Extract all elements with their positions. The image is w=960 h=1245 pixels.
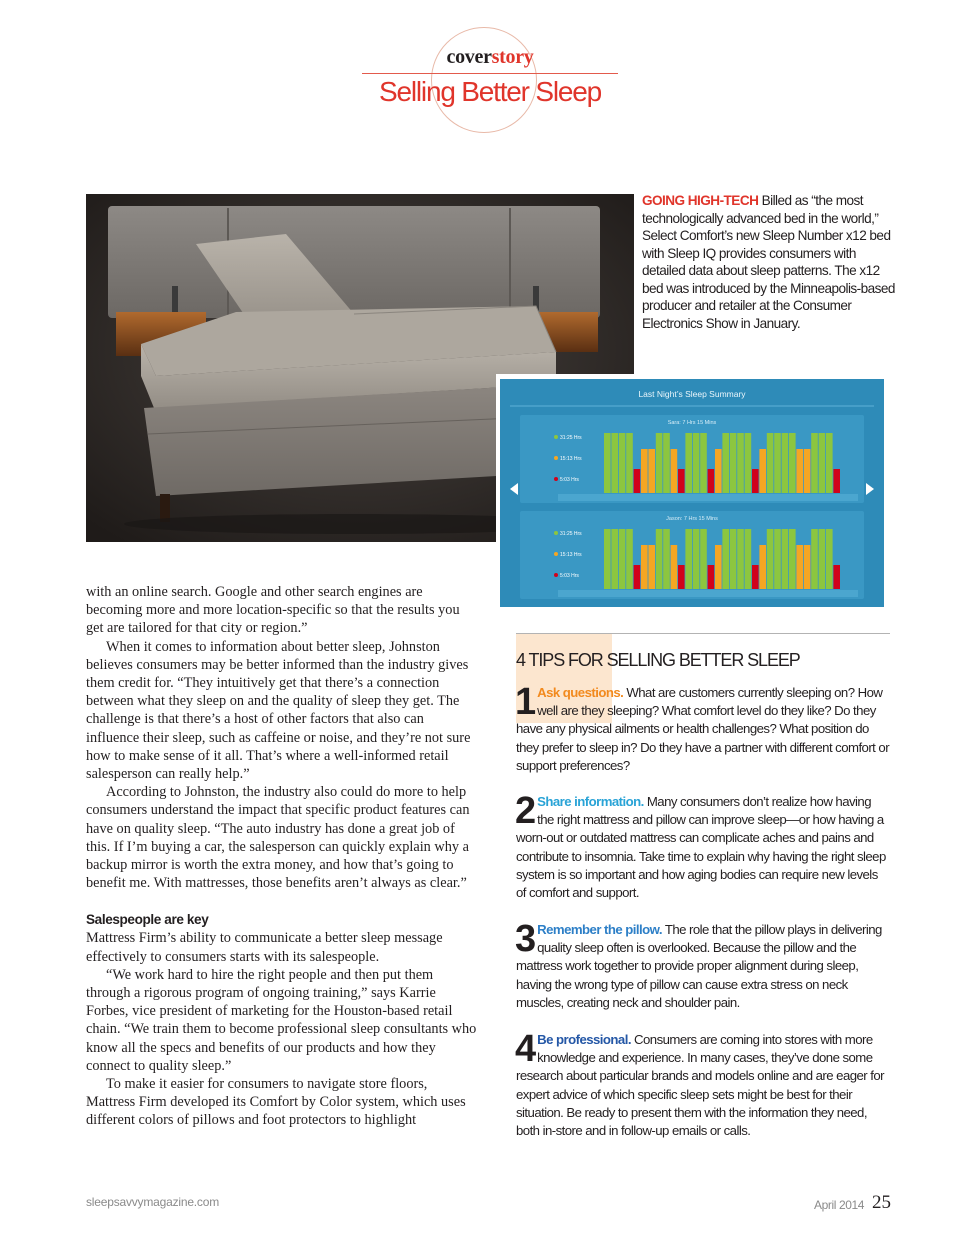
sleep-bar xyxy=(708,565,715,589)
tip-number: 1 xyxy=(515,681,537,723)
sleep-chart-jason xyxy=(520,511,864,599)
sleep-bar xyxy=(804,449,811,493)
sleep-bar xyxy=(671,449,678,493)
tip-text: What are customers currently sleeping on? How well are they sleeping? What comfort level do they like? Do they have any physical ailments or health challenges? What position do they prefer to sleep in? Do they have a partner with different comfort or support preferences? xyxy=(516,685,890,773)
sleep-bar xyxy=(708,469,715,493)
sleep-bar xyxy=(789,433,796,493)
sleep-bar xyxy=(804,545,811,589)
sleep-chart-sara xyxy=(520,415,864,503)
kicker-cover: cover xyxy=(446,46,492,68)
section-kicker xyxy=(362,46,618,69)
sleep-bar xyxy=(752,565,759,589)
sleep-bar xyxy=(722,529,729,589)
sleep-bar xyxy=(685,433,692,493)
chevron-right-icon xyxy=(866,483,874,495)
sleep-summary-screenshot xyxy=(496,374,888,610)
tip-text: Many consumers don’t realize how having the right mattress and pillow can improve sleep—or how having a worn-out or outdated mattress can complicate aches and pains and contribute to insomnia. Take time to explain why having the right sleep system is so important and how aging bodies can require new levels of comfort and support. xyxy=(516,794,886,901)
sleep-bar xyxy=(767,433,774,493)
sleep-bar xyxy=(759,545,766,589)
sleep-bar xyxy=(774,529,781,589)
sleep-bar xyxy=(693,529,700,589)
body-paragraph: When it comes to information about better sleep, Johnston believes consumers may be better informed than the industry gives them credit for. “They intuitively get that there’s a connection between what they sleep on and the quality of sleep they get. The challenge is that there’s a host of other factors that also can influence their sleep, such as caffeine or noise, and they’re not sure how to make sense of it all. That’s where a well-informed retail salesperson can really help.” xyxy=(86,638,471,783)
legend-value: 15:13 Hrs xyxy=(560,552,582,558)
legend-dot xyxy=(554,435,558,439)
tip-item xyxy=(515,681,890,775)
legend-value: 31:25 Hrs xyxy=(560,531,582,537)
tips-title: 4 TIPS FOR SELLING BETTER SLEEP xyxy=(516,650,800,670)
sleep-bar xyxy=(678,565,685,589)
sleep-bar xyxy=(700,433,707,493)
sleep-bar xyxy=(693,433,700,493)
sleep-bar xyxy=(634,469,641,493)
sleep-bar xyxy=(782,529,789,589)
time-axis xyxy=(558,590,858,597)
tip-number: 2 xyxy=(515,790,537,832)
tip-number: 4 xyxy=(515,1028,537,1070)
tips-top-rule xyxy=(516,633,890,634)
sleep-bar xyxy=(604,529,611,589)
tip-item xyxy=(515,1028,890,1140)
tip-item xyxy=(515,790,890,902)
sleep-summary-charts xyxy=(500,379,884,607)
legend-dot xyxy=(554,477,558,481)
sleep-bar xyxy=(774,433,781,493)
section-subhead: Salespeople are key xyxy=(86,912,209,928)
legend-value: 31:25 Hrs xyxy=(560,435,582,441)
legend-value: 15:13 Hrs xyxy=(560,456,582,462)
header-rule xyxy=(362,73,618,74)
sleep-bar xyxy=(796,545,803,589)
sleep-bar xyxy=(819,529,826,589)
photo-caption xyxy=(642,192,898,332)
tip-item xyxy=(515,918,890,1012)
body-paragraph: with an online search. Google and other search engines are becoming more and more location-specific so that the results you get are tailored for that city or region.” xyxy=(86,584,460,637)
sleep-bar xyxy=(611,529,618,589)
sleep-bar xyxy=(811,433,818,493)
page-number: 25 xyxy=(872,1192,891,1213)
sleep-bar xyxy=(715,545,722,589)
sleep-bar xyxy=(641,449,648,493)
sleep-bar xyxy=(626,529,633,589)
sleep-bar xyxy=(745,433,752,493)
sleep-bar xyxy=(811,529,818,589)
sleep-bar xyxy=(685,529,692,589)
sleep-bar xyxy=(737,433,744,493)
article-body xyxy=(86,583,480,1130)
footer-website: sleepsavvymagazine.com xyxy=(86,1195,219,1209)
legend-dot xyxy=(554,531,558,535)
tip-text: Consumers are coming into stores with more knowledge and experience. In many cases, they’ve done some research about particular brands and models online and are eager for expert advice of which specific sleep sets might be best for their situation. Be ready to present them with the information they need, both in-store and in follow-up emails or calls. xyxy=(516,1032,885,1139)
body-paragraph: To make it easier for consumers to navigate store floors, Mattress Firm developed its Comfort by Color system, which uses different colors of pillows and foot protectors to highlight xyxy=(86,1076,466,1129)
tip-heading: Be professional. xyxy=(537,1032,631,1047)
body-paragraph: “We work hard to hire the right people and then put them through a rigorous program of ongoing training,” says Karrie Forbes, vice president of marketing for the Houston-based retail chain. “We train them to become professional sleep consultants who know all the specs and benefits of our products and how they connect to quality sleep.” xyxy=(86,966,477,1074)
sleep-chart-label: Sara: 7 Hrs 15 Mins xyxy=(667,420,717,426)
chevron-left-icon xyxy=(510,483,518,495)
legend-dot xyxy=(554,573,558,577)
sleep-bar xyxy=(678,469,685,493)
page-title: Selling Better Sleep xyxy=(379,76,601,107)
legend-dot xyxy=(554,552,558,556)
caption-lead: GOING HIGH-TECH xyxy=(642,193,759,208)
sleep-bar xyxy=(663,433,670,493)
legend-dot xyxy=(554,456,558,460)
sleep-bar xyxy=(745,529,752,589)
sleep-bar xyxy=(722,433,729,493)
sleep-bar xyxy=(648,449,655,493)
body-paragraph: Mattress Firm’s ability to communicate a better sleep message effectively to consumers starts with its salespeople. xyxy=(86,930,443,965)
sleep-bar xyxy=(826,529,833,589)
sleep-bar xyxy=(737,529,744,589)
sleep-bar xyxy=(641,545,648,589)
legend-value: 5:03 Hrs xyxy=(560,573,579,579)
sleep-bar xyxy=(826,433,833,493)
sleep-bar xyxy=(604,433,611,493)
sleep-bar xyxy=(611,433,618,493)
sleep-bar xyxy=(796,449,803,493)
tip-text: The role that the pillow plays in delivering quality sleep often is overlooked. Because the pillow and the mattress work together to provide proper alignment during sleep, having the wrong type of pillow can cause extra stress on neck muscles, creating neck and shoulder pain. xyxy=(516,922,882,1010)
sleep-bar xyxy=(656,529,663,589)
sleep-bar xyxy=(648,545,655,589)
sleep-bar xyxy=(671,545,678,589)
sleep-bar xyxy=(819,433,826,493)
tip-number: 3 xyxy=(515,918,537,960)
sleep-bar xyxy=(730,529,737,589)
sleep-chart-label: Jason: 7 Hrs 15 Mins xyxy=(666,516,718,522)
sleep-bar xyxy=(700,529,707,589)
tip-heading: Ask questions. xyxy=(537,685,624,700)
sleep-bar xyxy=(759,449,766,493)
sleep-bar xyxy=(789,529,796,589)
sleep-bar xyxy=(833,565,840,589)
sleep-bar xyxy=(752,469,759,493)
sleep-bar xyxy=(656,433,663,493)
sleep-bar xyxy=(715,449,722,493)
sleep-bar xyxy=(634,565,641,589)
legend-value: 5:03 Hrs xyxy=(560,477,579,483)
body-paragraph: According to Johnston, the industry also could do more to help consumers understand the impact that specific product features can have on quality sleep. “The auto industry has done a great job of this. If I’m buying a car, the salesperson can quickly explain why a backup mirror is worth the extra money, and how that’s going to benefit me. With mattresses, those benefits aren’t always as clear.” xyxy=(86,784,470,892)
sleep-bar xyxy=(663,529,670,589)
sleep-bar xyxy=(730,433,737,493)
time-axis xyxy=(558,494,858,501)
sleep-bar xyxy=(619,529,626,589)
caption-text: Billed as “the most technologically advanced bed in the world,” Select Comfort’s new Sleep Number x12 bed with Sleep IQ provides consumers with detailed data about sleep patterns. The x12 bed was introduced by the Minneapolis-based producer and retailer at the Consumer Electronics Show in January. xyxy=(642,193,895,331)
sleep-bar xyxy=(767,529,774,589)
sleep-bar xyxy=(626,433,633,493)
sleep-summary-title: Last Night’s Sleep Summary xyxy=(638,389,746,399)
footer-date: April 2014 xyxy=(814,1198,865,1212)
sleep-bar xyxy=(619,433,626,493)
sleep-bar xyxy=(782,433,789,493)
tip-heading: Share information. xyxy=(537,794,644,809)
sleep-summary-panel xyxy=(500,379,884,607)
tip-heading: Remember the pillow. xyxy=(537,922,662,937)
kicker-story: story xyxy=(491,46,534,68)
sleep-bar xyxy=(833,469,840,493)
